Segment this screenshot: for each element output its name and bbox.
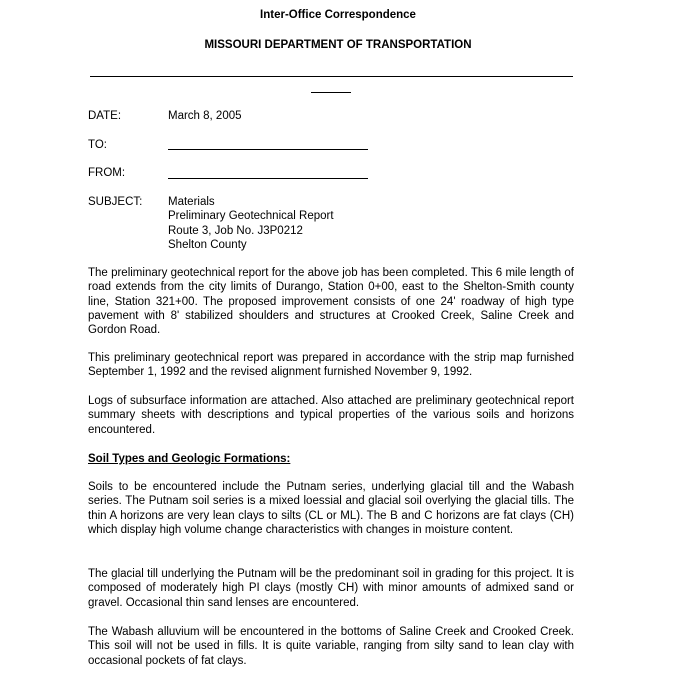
organization-name: MISSOURI DEPARTMENT OF TRANSPORTATION: [204, 39, 472, 51]
paragraph: Soils to be encountered include the Putnam series, underlying glacial till and the Wabash series. The Putnam soil series is a mixed loessial and glacial soil overlying the glacial tills. The thin A horizons are very lean clays to silts (CL or ML). The B and C horizons are fat clays (CH) which display high volume change characteristics with changes in moisture content.: [88, 481, 574, 536]
paragraph: This preliminary geotechnical report was prepared in accordance with the strip map furnished September 1, 1992 and the revised alignment furnished November 9, 1992.: [88, 352, 574, 379]
header-divider-short: [311, 92, 351, 93]
subject-line: Preliminary Geotechnical Report: [168, 210, 334, 223]
header-divider: [90, 76, 573, 77]
paragraph: The preliminary geotechnical report for the above job has been completed. This 6 mile length of road extends from the city limits of Durango, Station 0+00, east to the Shelton-Smith county line, Station 321+00. The proposed improvement consists of one 24' roadway of high type pavement with 8' stabilized shoulders and structures at Crooked Creek, Saline Creek and Gordon Road.: [88, 267, 574, 337]
paragraph: The Wabash alluvium will be encountered in the bottoms of Saline Creek and Crooked Creek. This soil will not be used in fills. It is quite variable, ranging from silty sand to lean clay with occasional pockets of fat clays.: [88, 626, 574, 667]
section-heading: Soil Types and Geologic Formations:: [88, 453, 291, 465]
subject-label: SUBJECT:: [88, 196, 143, 208]
to-blank-line: [168, 149, 368, 150]
subject-line: Route 3, Job No. J3P0212: [168, 224, 303, 237]
paragraph: The glacial till underlying the Putnam will be the predominant soil in grading for this project. It is composed of moderately high PI clays (mostly CH) with minor amounts of admixed sand or gravel. Occasional thin sand lenses are encountered.: [88, 568, 574, 609]
from-label: FROM:: [88, 167, 126, 179]
subject-block: [168, 195, 334, 252]
from-blank-line: [168, 178, 368, 179]
to-label: TO:: [88, 139, 107, 151]
subject-line: Materials: [168, 196, 215, 208]
date-value: March 8, 2005: [168, 110, 242, 122]
paragraph: Logs of subsurface information are attached. Also attached are preliminary geotechnical report summary sheets with descriptions and typical properties of the various soils and horizons encountered.: [88, 395, 574, 436]
subject-line: Shelton County: [168, 238, 247, 251]
document-title: Inter-Office Correspondence: [260, 9, 416, 21]
date-label: DATE:: [88, 110, 122, 122]
